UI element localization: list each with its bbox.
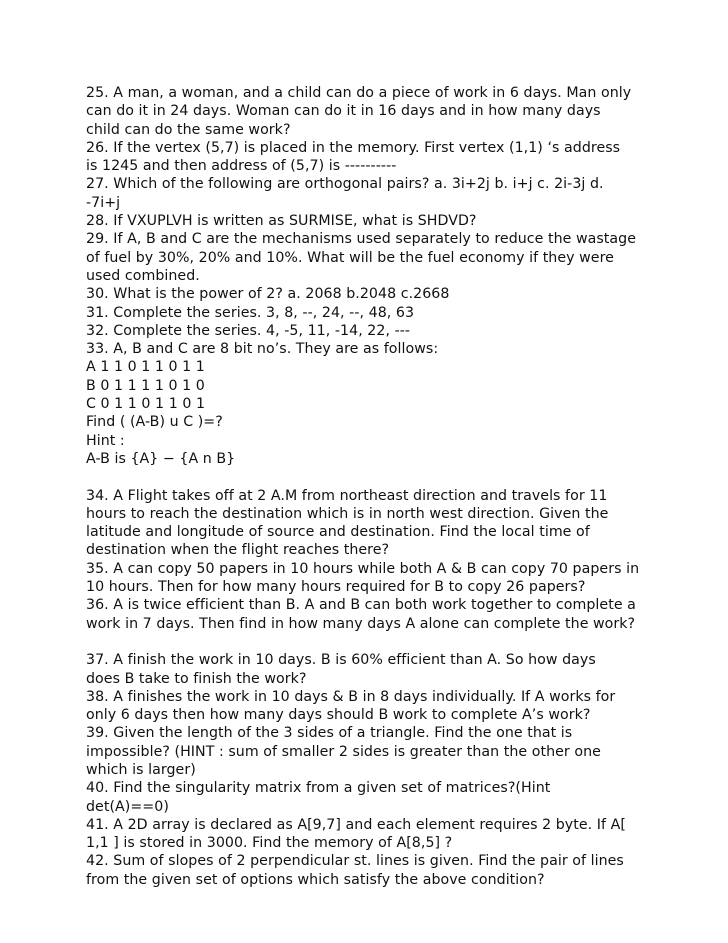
- text-line: 31. Complete the series. 3, 8, --, 24, --, 48, 63: [86, 304, 415, 321]
- text-line: 38. A finishes the work in 10 days & B in 8 days individually. If A works for: [86, 688, 616, 705]
- text-line: A 1 1 0 1 1 0 1 1: [86, 359, 205, 376]
- text-line: 39. Given the length of the 3 sides of a triangle. Find the one that is: [86, 725, 573, 742]
- text-line: 25. A man, a woman, and a child can do a piece of work in 6 days. Man only: [86, 85, 632, 101]
- text-line: 30. What is the power of 2? a. 2068 b.2048 c.2668: [86, 286, 450, 303]
- text-line: 28. If VXUPLVH is written as SURMISE, what is SHDVD?: [86, 213, 477, 230]
- text-line: -7i+j: [86, 194, 121, 211]
- text-line: child can do the same work?: [86, 121, 291, 138]
- text-line: 32. Complete the series. 4, -5, 11, -14, 22, ---: [86, 322, 411, 339]
- text-line: which is larger): [86, 761, 196, 778]
- text-line: Find ( (A-B) u C )=?: [86, 414, 223, 431]
- text-line: is 1245 and then address of (5,7) is ----------: [86, 158, 397, 175]
- text-line: impossible? (HINT : sum of smaller 2 sides is greater than the other one: [86, 743, 601, 760]
- text-line: used combined.: [86, 267, 200, 284]
- blank-line: [86, 468, 686, 486]
- text-line: 29. If A, B and C are the mechanisms used separately to reduce the wastage: [86, 231, 637, 248]
- text-line: 10 hours. Then for how many hours required for B to copy 26 papers?: [86, 579, 586, 596]
- text-line: 41. A 2D array is declared as A[9,7] and each element requires 2 byte. If A[: [86, 816, 626, 833]
- document-body: [86, 84, 686, 889]
- text-line: latitude and longitude of source and destination. Find the local time of: [86, 524, 590, 541]
- text-line: 36. A is twice efficient than B. A and B can both work together to complete a: [86, 597, 636, 614]
- text-line: only 6 days then how many days should B work to complete A’s work?: [86, 707, 591, 724]
- text-line: 40. Find the singularity matrix from a given set of matrices?(Hint: [86, 780, 551, 797]
- text-line: hours to reach the destination which is in north west direction. Given the: [86, 505, 609, 522]
- text-line: work in 7 days. Then find in how many days A alone can complete the work?: [86, 615, 636, 632]
- text-line: C 0 1 1 0 1 1 0 1: [86, 396, 206, 413]
- text-line: does B take to finish the work?: [86, 670, 307, 687]
- text-line: det(A)==0): [86, 798, 169, 815]
- text-line: B 0 1 1 1 1 0 1 0: [86, 377, 205, 394]
- text-line: Hint :: [86, 432, 125, 449]
- text-line: can do it in 24 days. Woman can do it in 16 days and in how many days: [86, 103, 601, 120]
- text-line: 42. Sum of slopes of 2 perpendicular st. lines is given. Find the pair of lines: [86, 853, 624, 870]
- text-line: destination when the flight reaches there?: [86, 542, 390, 559]
- text-line: 1,1 ] is stored in 3000. Find the memory of A[8,5] ?: [86, 835, 453, 852]
- text-line: from the given set of options which satisfy the above condition?: [86, 871, 545, 888]
- text-line: 34. A Flight takes off at 2 A.M from northeast direction and travels for 11: [86, 487, 608, 504]
- text-line: 33. A, B and C are 8 bit no’s. They are as follows:: [86, 341, 439, 358]
- text-line: 37. A finish the work in 10 days. B is 60% efficient than A. So how days: [86, 652, 596, 669]
- text-line: 35. A can copy 50 papers in 10 hours while both A & B can copy 70 papers in: [86, 560, 640, 577]
- text-line: 26. If the vertex (5,7) is placed in the memory. First vertex (1,1) ‘s address: [86, 139, 621, 156]
- text-line: of fuel by 30%, 20% and 10%. What will be the fuel economy if they were: [86, 249, 614, 266]
- text-line: 27. Which of the following are orthogonal pairs? a. 3i+2j b. i+j c. 2i-3j d.: [86, 176, 604, 193]
- blank-line: [86, 633, 686, 651]
- text-line: A-B is {A} − {A n B}: [86, 450, 236, 467]
